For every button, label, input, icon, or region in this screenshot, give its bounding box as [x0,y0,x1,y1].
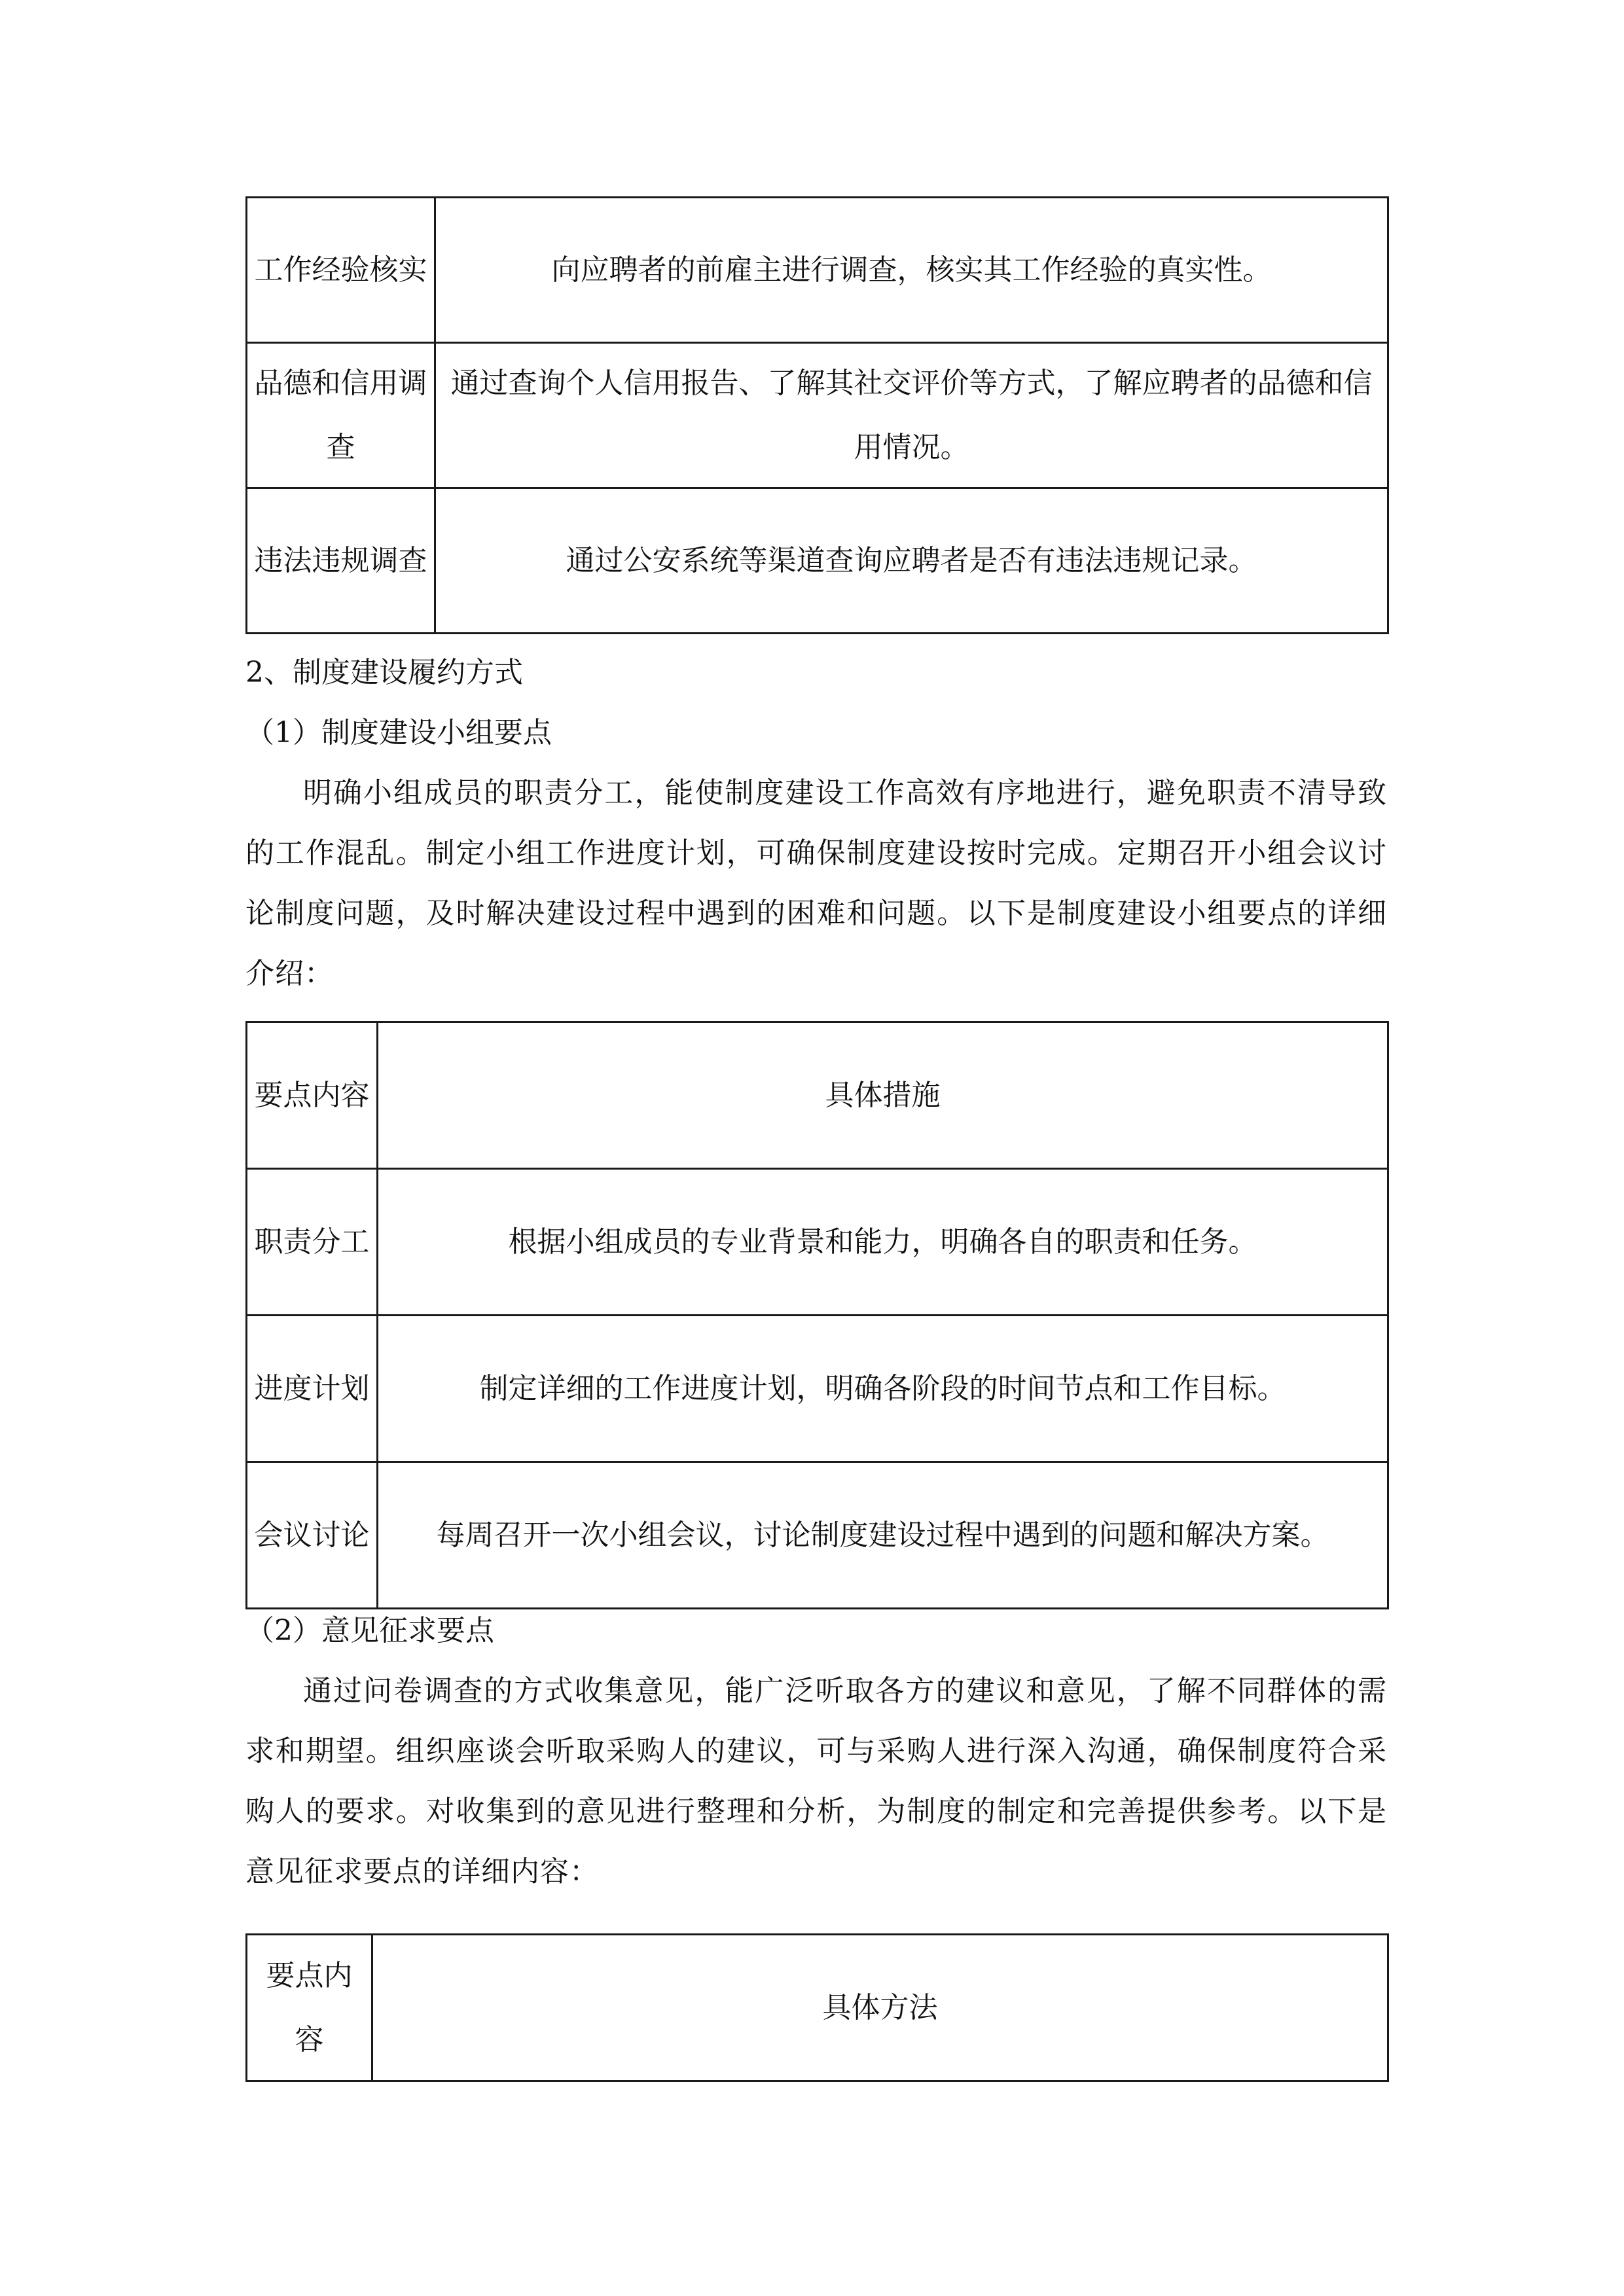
section-heading: 2、制度建设履约方式 [245,656,523,689]
row-label: 工作经验核实 [247,198,435,343]
row-label: 会议讨论 [247,1462,378,1609]
group-points-table [245,1021,1389,1609]
opinion-points-table [245,1933,1389,2082]
header-label: 要点内容 [247,1935,372,2081]
row-label: 职责分工 [247,1169,378,1316]
row-content: 制定详细的工作进度计划，明确各阶段的时间节点和工作目标。 [378,1316,1388,1462]
table-row [247,343,1388,488]
row-label: 进度计划 [247,1316,378,1462]
table-row [247,198,1388,343]
verification-table [245,196,1389,634]
header-content: 具体措施 [378,1022,1388,1169]
paragraph: 通过问卷调查的方式收集意见，能广泛听取各方的建议和意见，了解不同群体的需求和期望。组织座谈会听取采购人的建议，可与采购人进行深入沟通，确保制度符合采购人的要求。对收集到的意见进行整理和分析，为制度的制定和完善提供参考。以下是意见征求要点的详细内容： [245,1674,1387,1888]
header-label: 要点内容 [247,1022,378,1169]
row-content: 向应聘者的前雇主进行调查，核实其工作经验的真实性。 [435,198,1388,343]
table-row [247,1169,1388,1316]
table-row [247,488,1388,634]
table-header-row [247,1022,1388,1169]
row-label: 品德和信用调查 [247,343,435,488]
header-content: 具体方法 [372,1935,1388,2081]
table-header-row [247,1935,1388,2081]
table-row [247,1316,1388,1462]
row-content: 通过查询个人信用报告、了解其社交评价等方式，了解应聘者的品德和信用情况。 [435,343,1388,488]
row-label: 违法违规调查 [247,488,435,634]
row-content: 每周召开一次小组会议，讨论制度建设过程中遇到的问题和解决方案。 [378,1462,1388,1609]
row-content: 根据小组成员的专业背景和能力，明确各自的职责和任务。 [378,1169,1388,1316]
table-row [247,1462,1388,1609]
subsection-heading: （1）制度建设小组要点 [245,716,552,749]
subsection-heading: （2）意见征求要点 [245,1614,494,1647]
paragraph: 明确小组成员的职责分工，能使制度建设工作高效有序地进行，避免职责不清导致的工作混乱。制定小组工作进度计划，可确保制度建设按时完成。定期召开小组会议讨论制度问题，及时解决建设过程中遇到的困难和问题。以下是制度建设小组要点的详细介绍： [245,776,1387,990]
row-content: 通过公安系统等渠道查询应聘者是否有违法违规记录。 [435,488,1388,634]
